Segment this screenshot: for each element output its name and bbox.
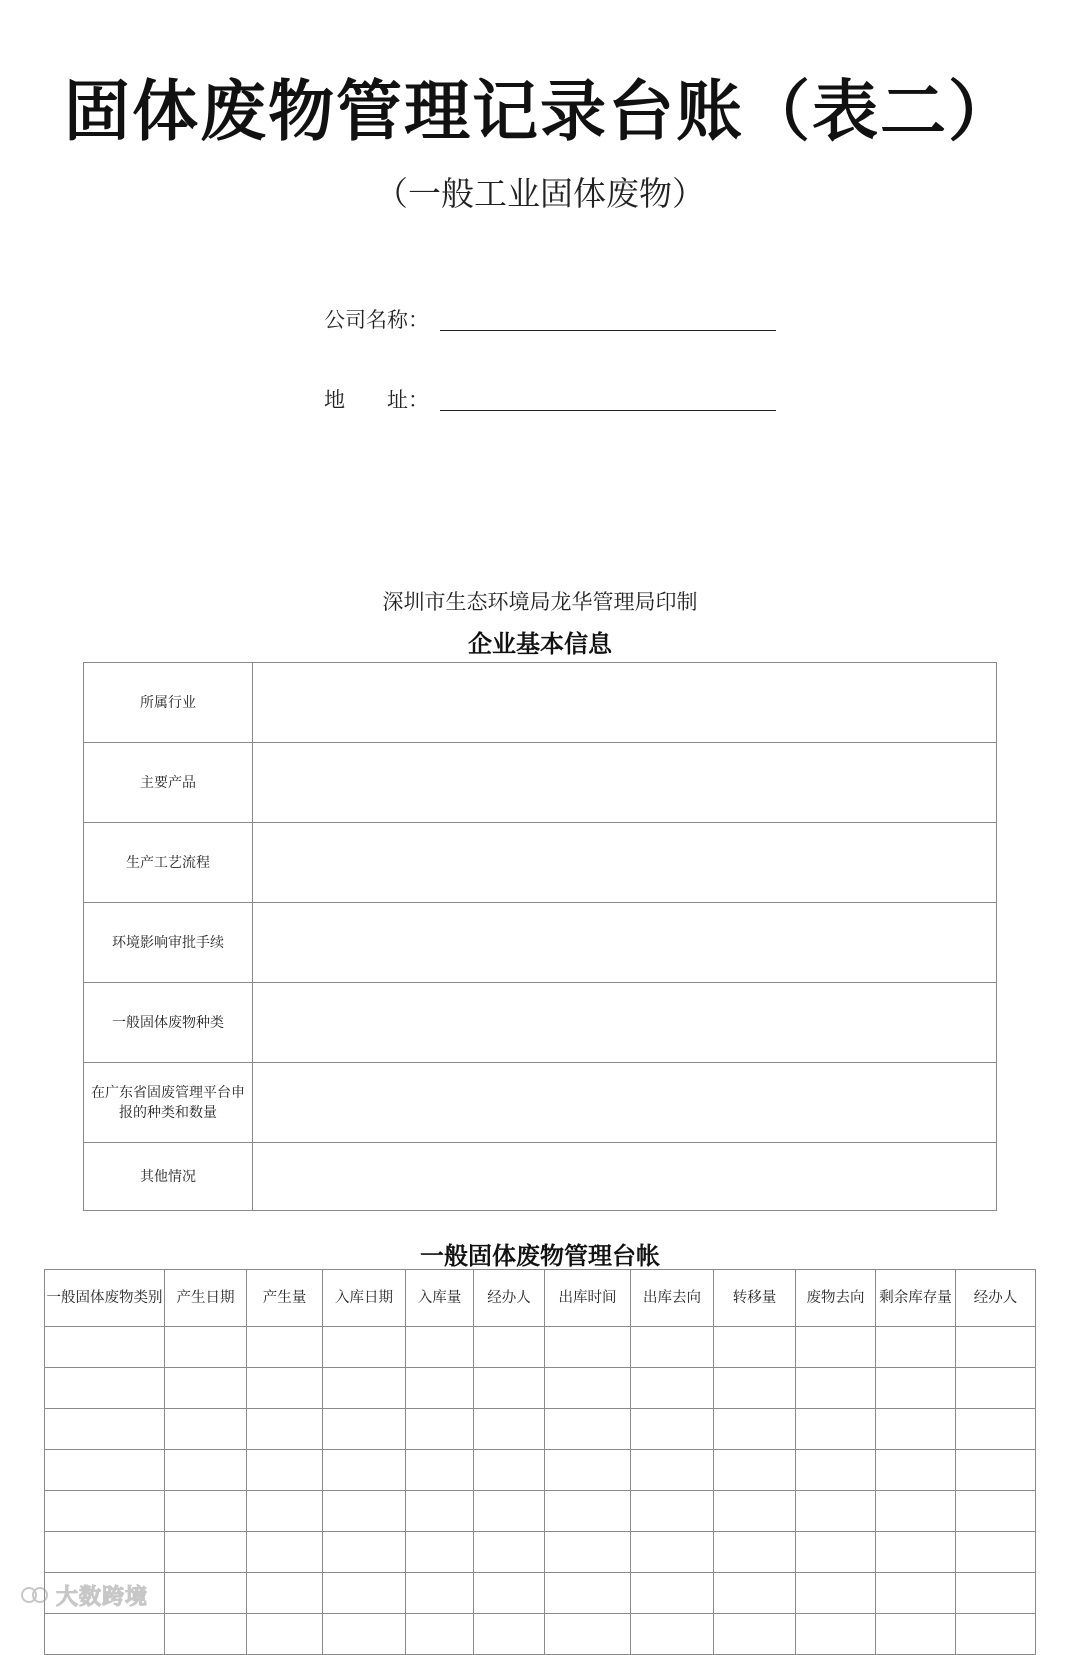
basic-info-label: 生产工艺流程 <box>84 823 253 903</box>
ledger-cell[interactable] <box>956 1450 1036 1491</box>
ledger-row <box>45 1532 1036 1573</box>
ledger-cell[interactable] <box>796 1327 876 1368</box>
basic-info-value-cell[interactable] <box>253 1143 997 1211</box>
ledger-cell[interactable] <box>406 1368 474 1409</box>
basic-info-value-cell[interactable] <box>253 1063 997 1143</box>
ledger-column-header: 一般固体废物类别 <box>45 1270 165 1327</box>
ledger-cell[interactable] <box>323 1409 406 1450</box>
ledger-cell[interactable] <box>714 1491 796 1532</box>
ledger-cell[interactable] <box>631 1491 714 1532</box>
basic-info-value-cell[interactable] <box>253 663 997 743</box>
basic-info-label: 一般固体废物种类 <box>84 983 253 1063</box>
ledger-cell[interactable] <box>247 1532 323 1573</box>
basic-info-table <box>83 662 997 1211</box>
ledger-cell[interactable] <box>631 1573 714 1614</box>
ledger-cell[interactable] <box>165 1409 247 1450</box>
basic-info-row <box>84 983 997 1063</box>
ledger-cell[interactable] <box>631 1614 714 1655</box>
ledger-cell[interactable] <box>406 1491 474 1532</box>
ledger-cell[interactable] <box>247 1491 323 1532</box>
basic-info-label: 环境影响审批手续 <box>84 903 253 983</box>
ledger-column-header: 转移量 <box>714 1270 796 1327</box>
basic-info-value-cell[interactable] <box>253 983 997 1063</box>
ledger-cell[interactable] <box>474 1368 545 1409</box>
basic-info-row <box>84 663 997 743</box>
ledger-cell[interactable] <box>323 1614 406 1655</box>
ledger-cell[interactable] <box>165 1491 247 1532</box>
ledger-column-header: 经办人 <box>474 1270 545 1327</box>
ledger-cell[interactable] <box>406 1532 474 1573</box>
ledger-cell[interactable] <box>247 1614 323 1655</box>
ledger-cell[interactable] <box>406 1614 474 1655</box>
basic-info-label: 主要产品 <box>84 743 253 823</box>
ledger-cell[interactable] <box>631 1368 714 1409</box>
watermark-text: 大数跨境 <box>56 1584 149 1610</box>
ledger-cell[interactable] <box>45 1532 165 1573</box>
ledger-cell[interactable] <box>714 1614 796 1655</box>
basic-info-label: 其他情况 <box>84 1143 253 1211</box>
ledger-cell[interactable] <box>165 1450 247 1491</box>
ledger-cell[interactable] <box>45 1409 165 1450</box>
ledger-row <box>45 1614 1036 1655</box>
ledger-cell[interactable] <box>796 1368 876 1409</box>
basic-info-row <box>84 903 997 983</box>
ledger-row <box>45 1368 1036 1409</box>
ledger-cell[interactable] <box>714 1573 796 1614</box>
ledger-row <box>45 1327 1036 1368</box>
company-name-label: 公司名称： <box>324 308 429 332</box>
ledger-cell[interactable] <box>474 1491 545 1532</box>
basic-info-value-cell[interactable] <box>253 903 997 983</box>
ledger-cell[interactable] <box>545 1450 631 1491</box>
ledger-cell[interactable] <box>165 1532 247 1573</box>
ledger-cell[interactable] <box>247 1409 323 1450</box>
ledger-cell[interactable] <box>247 1327 323 1368</box>
ledger-cell[interactable] <box>45 1327 165 1368</box>
ledger-cell[interactable] <box>545 1409 631 1450</box>
address-label: 地 址： <box>324 388 429 412</box>
ledger-cell[interactable] <box>247 1573 323 1614</box>
company-name-blank[interactable] <box>440 330 776 331</box>
ledger-row <box>45 1409 1036 1450</box>
ledger-column-header: 出库去向 <box>631 1270 714 1327</box>
basic-info-label: 在广东省固废管理平台申报的种类和数量 <box>84 1063 253 1143</box>
ledger-cell[interactable] <box>323 1491 406 1532</box>
ledger-cell[interactable] <box>474 1450 545 1491</box>
basic-info-row <box>84 823 997 903</box>
ledger-cell[interactable] <box>474 1532 545 1573</box>
ledger-cell[interactable] <box>406 1450 474 1491</box>
ledger-cell[interactable] <box>956 1491 1036 1532</box>
ledger-cell[interactable] <box>876 1409 956 1450</box>
ledger-cell[interactable] <box>323 1368 406 1409</box>
ledger-cell[interactable] <box>474 1573 545 1614</box>
ledger-cell[interactable] <box>796 1532 876 1573</box>
ledger-cell[interactable] <box>545 1491 631 1532</box>
ledger-cell[interactable] <box>876 1614 956 1655</box>
ledger-cell[interactable] <box>165 1614 247 1655</box>
ledger-cell[interactable] <box>323 1573 406 1614</box>
ledger-column-header: 剩余库存量 <box>876 1270 956 1327</box>
ledger-cell[interactable] <box>545 1327 631 1368</box>
ledger-cell[interactable] <box>631 1327 714 1368</box>
ledger-cell[interactable] <box>956 1573 1036 1614</box>
ledger-cell[interactable] <box>323 1450 406 1491</box>
ledger-column-header: 经办人 <box>956 1270 1036 1327</box>
ledger-column-header: 入库日期 <box>323 1270 406 1327</box>
ledger-cell[interactable] <box>956 1368 1036 1409</box>
ledger-cell[interactable] <box>796 1614 876 1655</box>
ledger-cell[interactable] <box>631 1532 714 1573</box>
basic-info-row <box>84 1143 997 1211</box>
ledger-cell[interactable] <box>45 1450 165 1491</box>
address-field[interactable] <box>324 380 784 416</box>
document-title: 固体废物管理记录台账（表二） <box>64 72 1016 150</box>
ledger-column-header: 出库时间 <box>545 1270 631 1327</box>
ledger-cell[interactable] <box>796 1450 876 1491</box>
ledger-cell[interactable] <box>323 1532 406 1573</box>
ledger-cell[interactable] <box>796 1409 876 1450</box>
ledger-row <box>45 1573 1036 1614</box>
ledger-cell[interactable] <box>796 1573 876 1614</box>
ledger-cell[interactable] <box>45 1368 165 1409</box>
basic-info-value-cell[interactable] <box>253 743 997 823</box>
ledger-cell[interactable] <box>876 1491 956 1532</box>
ledger-cell[interactable] <box>545 1614 631 1655</box>
basic-info-row <box>84 1063 997 1143</box>
ledger-row <box>45 1450 1036 1491</box>
document-subtitle: （一般工业固体废物） <box>375 174 705 213</box>
ledger-cell[interactable] <box>876 1327 956 1368</box>
ledger-cell[interactable] <box>876 1532 956 1573</box>
ledger-cell[interactable] <box>631 1450 714 1491</box>
ledger-cell[interactable] <box>714 1368 796 1409</box>
ledger-cell[interactable] <box>956 1327 1036 1368</box>
ledger-cell[interactable] <box>545 1532 631 1573</box>
ledger-cell[interactable] <box>876 1450 956 1491</box>
ledger-cell[interactable] <box>165 1368 247 1409</box>
ledger-cell[interactable] <box>165 1327 247 1368</box>
ledger-column-header: 入库量 <box>406 1270 474 1327</box>
ledger-cell[interactable] <box>165 1573 247 1614</box>
printed-by-note: 深圳市生态环境局龙华管理局印制 <box>382 590 698 614</box>
ledger-column-header: 废物去向 <box>796 1270 876 1327</box>
brand-logo-icon <box>20 1582 50 1608</box>
watermark <box>20 1580 148 1610</box>
ledger-cell[interactable] <box>714 1450 796 1491</box>
ledger-row <box>45 1491 1036 1532</box>
ledger-cell[interactable] <box>247 1450 323 1491</box>
ledger-cell[interactable] <box>545 1368 631 1409</box>
ledger-cell[interactable] <box>714 1532 796 1573</box>
ledger-cell[interactable] <box>474 1409 545 1450</box>
basic-info-heading: 企业基本信息 <box>468 629 612 658</box>
ledger-cell[interactable] <box>956 1532 1036 1573</box>
ledger-column-header: 产生日期 <box>165 1270 247 1327</box>
ledger-column-header: 产生量 <box>247 1270 323 1327</box>
ledger-cell[interactable] <box>247 1368 323 1409</box>
ledger-cell[interactable] <box>323 1327 406 1368</box>
ledger-cell[interactable] <box>474 1327 545 1368</box>
ledger-cell[interactable] <box>45 1491 165 1532</box>
ledger-cell[interactable] <box>796 1491 876 1532</box>
ledger-cell[interactable] <box>956 1614 1036 1655</box>
basic-info-label: 所属行业 <box>84 663 253 743</box>
address-blank[interactable] <box>440 410 776 411</box>
ledger-cell[interactable] <box>545 1573 631 1614</box>
basic-info-row <box>84 743 997 823</box>
ledger-cell[interactable] <box>631 1409 714 1450</box>
ledger-cell[interactable] <box>406 1327 474 1368</box>
ledger-cell[interactable] <box>406 1409 474 1450</box>
company-name-field[interactable] <box>324 300 784 336</box>
ledger-cell[interactable] <box>474 1614 545 1655</box>
ledger-table <box>44 1269 1036 1655</box>
ledger-cell[interactable] <box>956 1409 1036 1450</box>
ledger-cell[interactable] <box>876 1573 956 1614</box>
ledger-heading: 一般固体废物管理台帐 <box>420 1241 660 1270</box>
ledger-cell[interactable] <box>714 1327 796 1368</box>
ledger-cell[interactable] <box>876 1368 956 1409</box>
ledger-cell[interactable] <box>45 1614 165 1655</box>
ledger-cell[interactable] <box>714 1409 796 1450</box>
ledger-cell[interactable] <box>406 1573 474 1614</box>
basic-info-value-cell[interactable] <box>253 823 997 903</box>
